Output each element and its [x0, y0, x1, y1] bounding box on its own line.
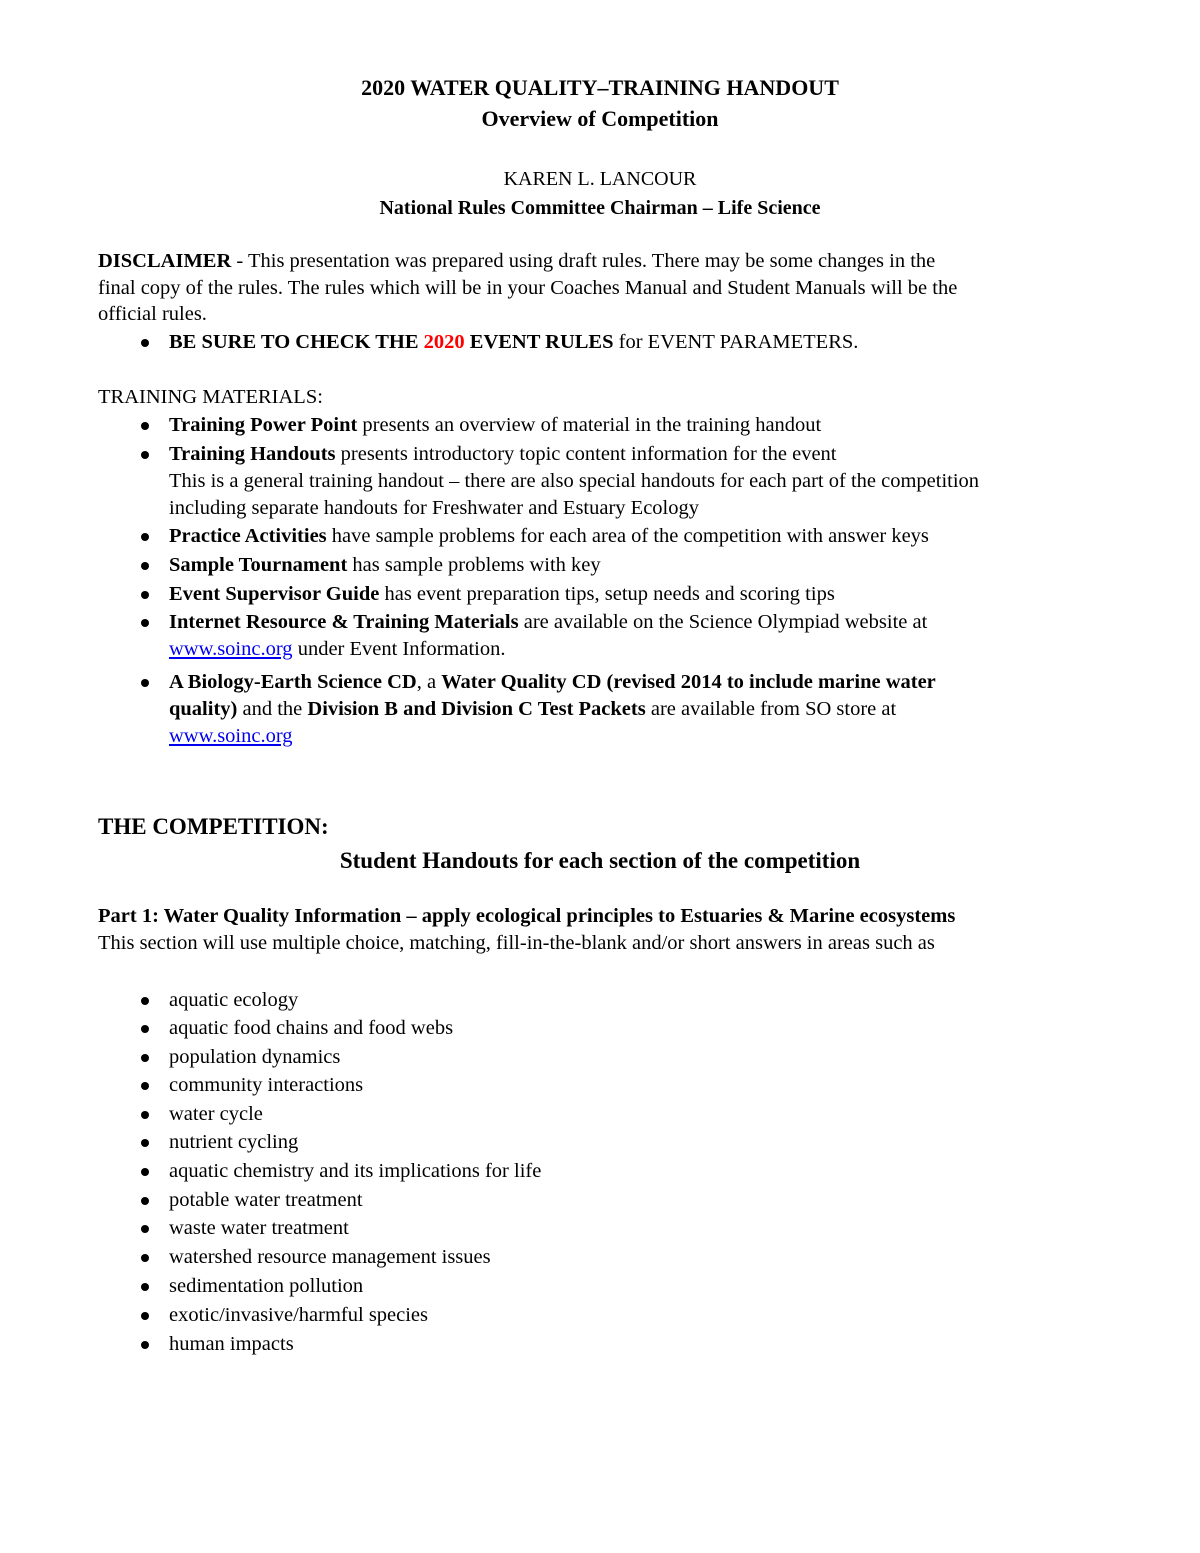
- bullet-icon: [141, 339, 149, 347]
- list-item-handouts: Training Handouts presents introductory topic content information for the event: [169, 443, 837, 465]
- bullet-icon: [141, 1341, 149, 1349]
- bullet-icon: [141, 1054, 149, 1062]
- soinc-store-link[interactable]: www.soinc.org: [169, 725, 293, 747]
- list-item-practice: Practice Activities have sample problems for each area of the competition with answer keys: [169, 525, 929, 547]
- bullet-icon: [141, 1139, 149, 1147]
- list-item: population dynamics: [169, 1046, 341, 1068]
- bullet-icon: [141, 562, 149, 570]
- bullet-icon: [141, 1312, 149, 1320]
- bullet-icon: [141, 1082, 149, 1090]
- disclaimer-line-2: final copy of the rules. The rules which will be in your Coaches Manual and Student Manuals will be the: [98, 277, 958, 299]
- rules-year: 2020: [423, 331, 465, 353]
- internet-resources-line-2: www.soinc.org under Event Information.: [169, 638, 506, 660]
- bullet-icon: [141, 619, 149, 627]
- bullet-icon: [141, 1225, 149, 1233]
- part-1-title: Part 1: Water Quality Information – apply ecological principles to Estuaries & Marine ecosystems: [98, 905, 956, 927]
- author-role: National Rules Committee Chairman – Life Science: [379, 197, 821, 219]
- page-subtitle: Overview of Competition: [481, 106, 719, 131]
- bullet-icon: [141, 451, 149, 459]
- list-item-sample-tournament: Sample Tournament has sample problems with key: [169, 554, 601, 576]
- list-item: exotic/invasive/harmful species: [169, 1304, 429, 1326]
- list-item: human impacts: [169, 1333, 294, 1355]
- disclaimer-line-3: official rules.: [98, 303, 207, 325]
- page-title: 2020 WATER QUALITY–TRAINING HANDOUT: [361, 75, 839, 100]
- list-item: nutrient cycling: [169, 1131, 299, 1153]
- author-name: KAREN L. LANCOUR: [503, 168, 697, 190]
- bullet-icon: [141, 533, 149, 541]
- disclaimer-line-1: DISCLAIMER - This presentation was prepared using draft rules. There may be some changes in the: [98, 250, 936, 272]
- bullet-icon: [141, 1168, 149, 1176]
- bullet-icon: [141, 1283, 149, 1291]
- bullet-icon: [141, 1025, 149, 1033]
- list-item-power-point: Training Power Point presents an overview of material in the training handout: [169, 414, 822, 436]
- list-item: sedimentation pollution: [169, 1275, 364, 1297]
- bullet-icon: [141, 422, 149, 430]
- bullet-icon: [141, 1254, 149, 1262]
- list-item: aquatic chemistry and its implications for life: [169, 1160, 542, 1182]
- handouts-detail-line-2: including separate handouts for Freshwater and Estuary Ecology: [169, 497, 699, 519]
- bullet-icon: [141, 591, 149, 599]
- list-item: aquatic ecology: [169, 989, 299, 1011]
- soinc-link[interactable]: www.soinc.org: [169, 638, 293, 660]
- list-item: waste water treatment: [169, 1217, 349, 1239]
- list-item-cds-and-packets: A Biology-Earth Science CD, a Water Quality CD (revised 2014 to include marine water: [169, 671, 936, 693]
- list-item-internet-resources: Internet Resource & Training Materials are available on the Science Olympiad website at: [169, 611, 928, 633]
- bullet-icon: [141, 997, 149, 1005]
- cds-and-packets-line-2: quality) and the Division B and Division C Test Packets are available from SO store at: [169, 698, 897, 720]
- handouts-detail-line-1: This is a general training handout – there are also special handouts for each part of the competition: [169, 470, 980, 492]
- rules-check-notice: BE SURE TO CHECK THE 2020 EVENT RULES for EVENT PARAMETERS.: [169, 331, 859, 353]
- list-item: water cycle: [169, 1103, 263, 1125]
- list-item: community interactions: [169, 1074, 364, 1096]
- list-item: aquatic food chains and food webs: [169, 1017, 454, 1039]
- cds-and-packets-line-3: [169, 723, 293, 750]
- part-1-intro: This section will use multiple choice, matching, fill-in-the-blank and/or short answers in areas such as: [98, 932, 935, 954]
- disclaimer-label: DISCLAIMER: [98, 250, 232, 272]
- competition-heading: THE COMPETITION:: [98, 814, 329, 839]
- training-heading: TRAINING MATERIALS:: [98, 386, 323, 408]
- bullet-icon: [141, 1111, 149, 1119]
- bullet-icon: [141, 1197, 149, 1205]
- list-item: potable water treatment: [169, 1189, 363, 1211]
- list-item: watershed resource management issues: [169, 1246, 491, 1268]
- bullet-icon: [141, 679, 149, 687]
- list-item-supervisor-guide: Event Supervisor Guide has event preparation tips, setup needs and scoring tips: [169, 583, 835, 605]
- competition-subheading: Student Handouts for each section of the competition: [339, 848, 861, 873]
